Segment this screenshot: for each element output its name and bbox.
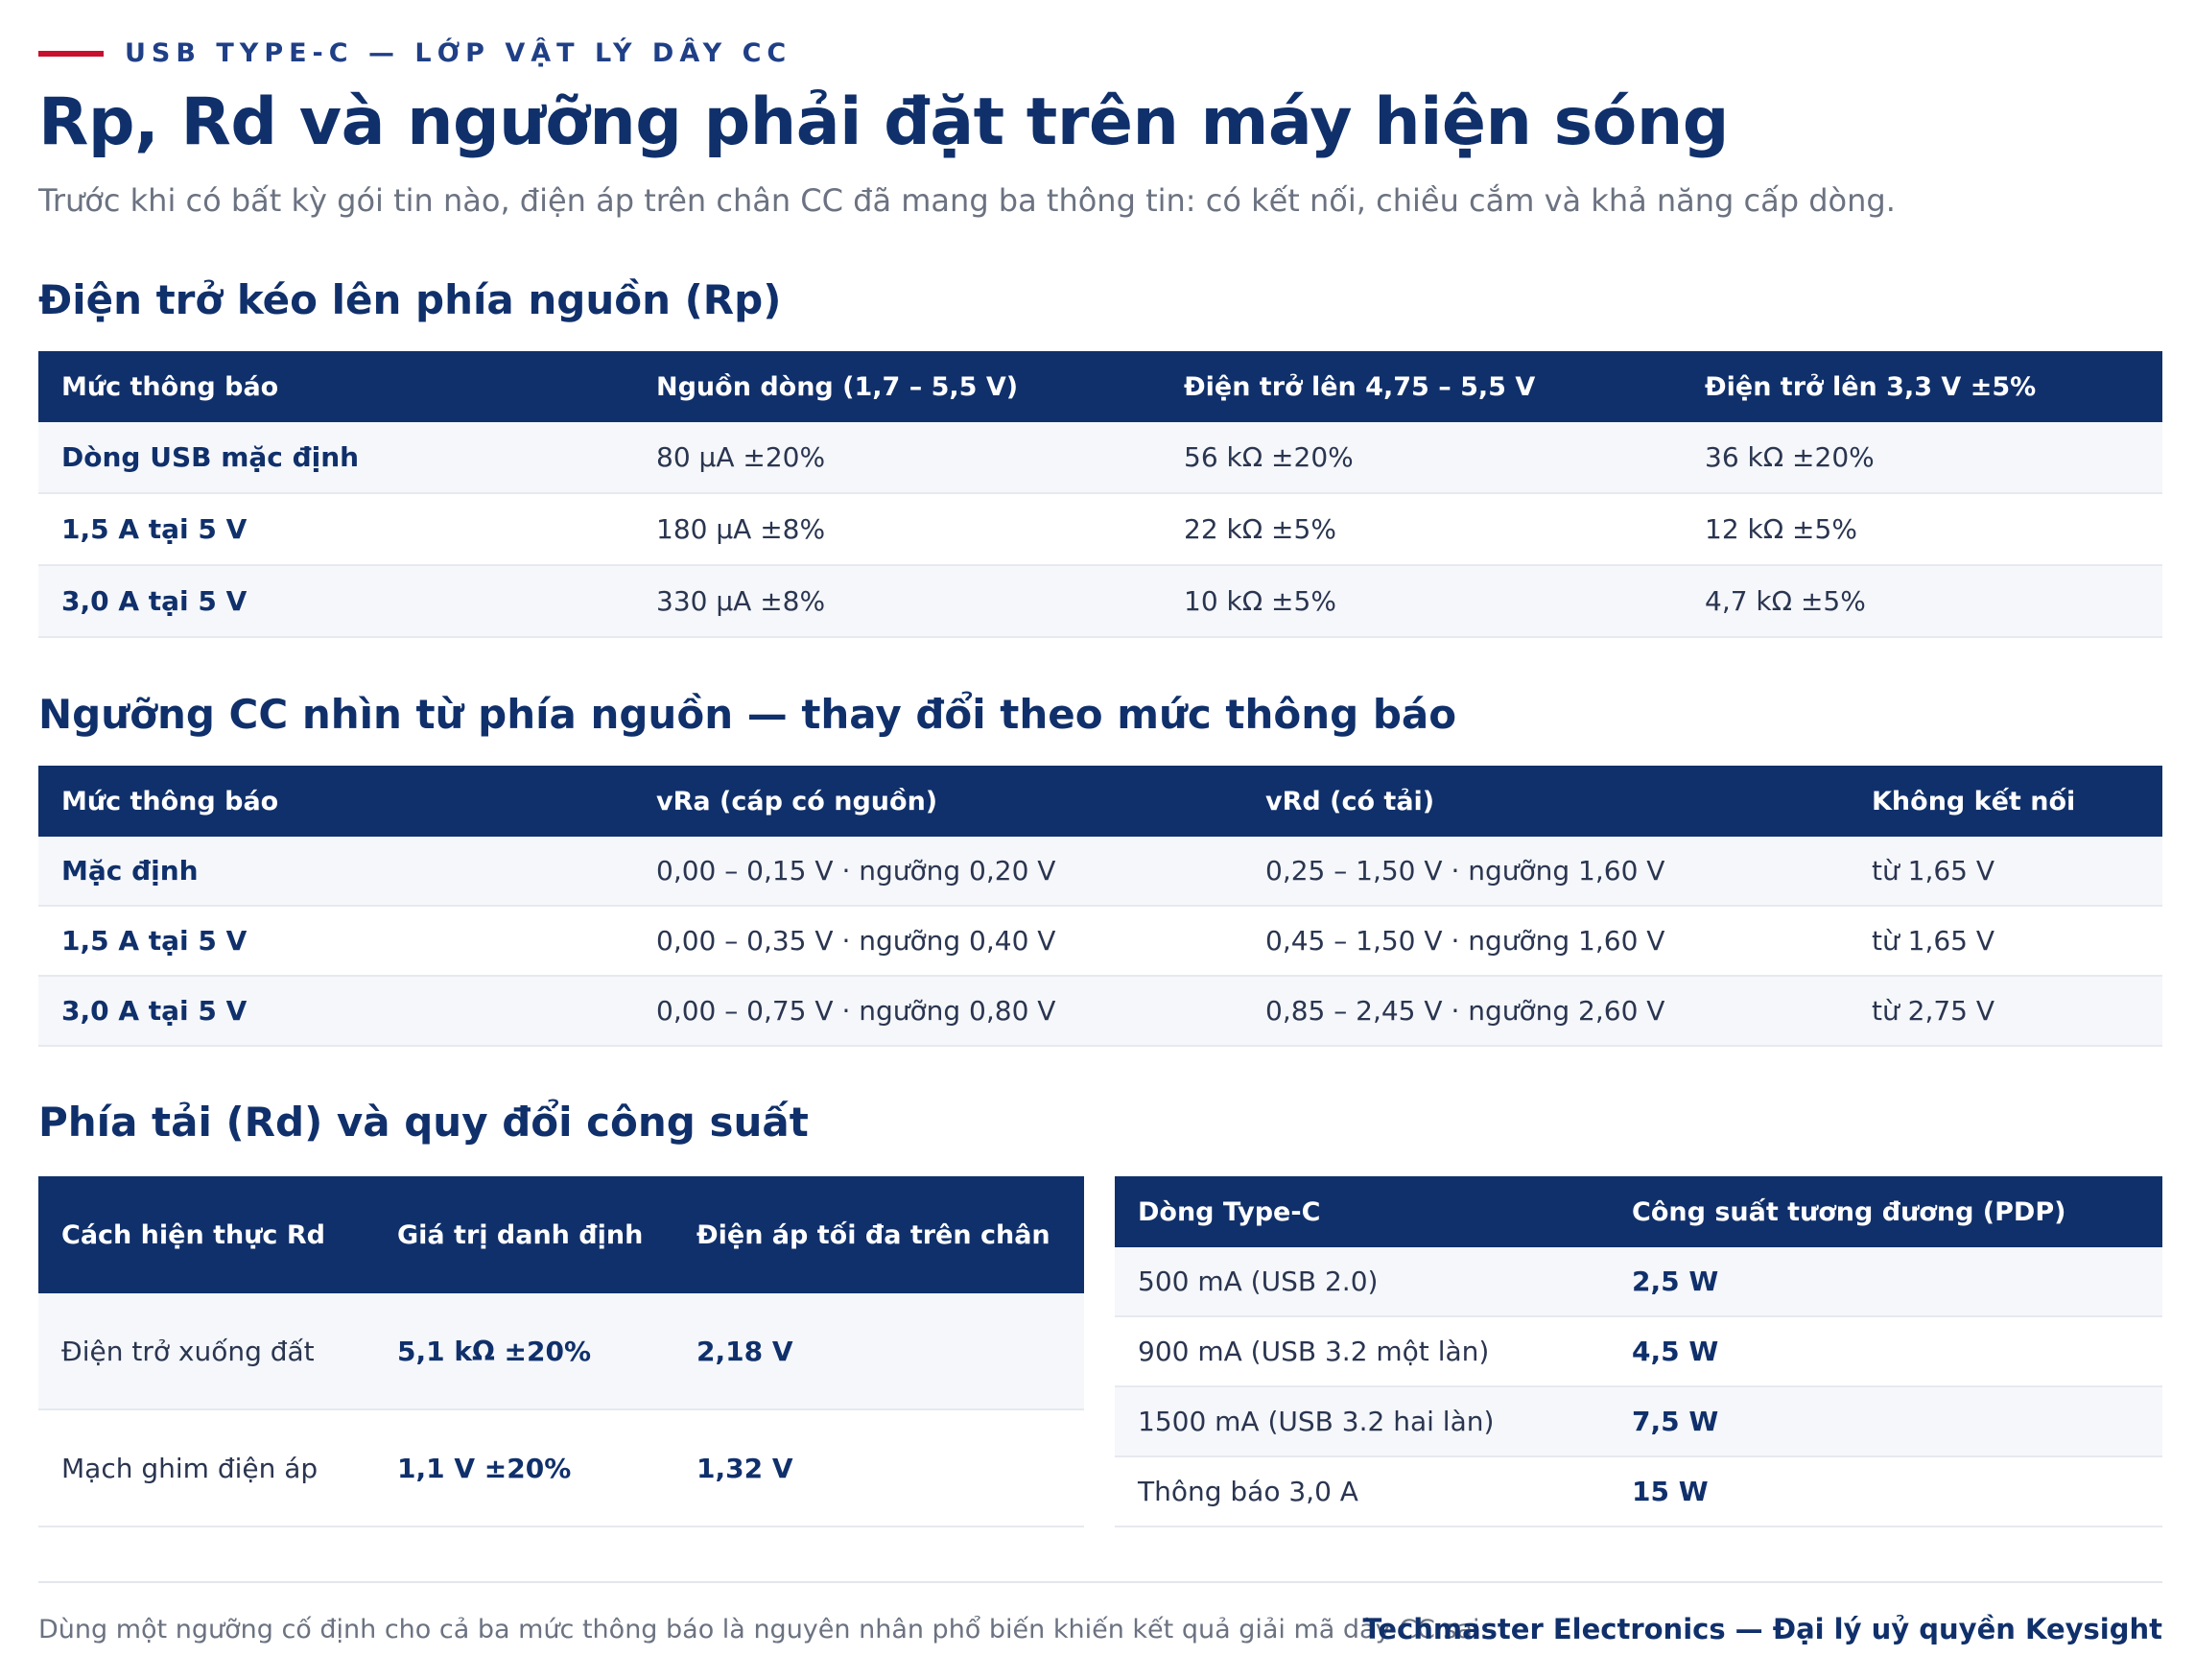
table-cell: 10 kΩ ±5% xyxy=(1161,565,1682,637)
table-cell: 0,00 – 0,75 V · ngưỡng 0,80 V xyxy=(633,976,1242,1046)
section-heading-rp: Điện trở kéo lên phía nguồn (Rp) xyxy=(38,276,782,323)
eyebrow xyxy=(38,38,791,68)
column-header: vRd (có tải) xyxy=(1242,766,1849,837)
eyebrow-label: USB TYPE-C — LỚP VẬT LÝ DÂY CC xyxy=(125,38,792,68)
footer-note: Dùng một ngưỡng cố định cho cả ba mức thông báo là nguyên nhân phổ biến khiến kết quả giải mã dây CC sai. xyxy=(38,1615,1489,1645)
column-header: Mức thông báo xyxy=(38,766,633,837)
rp-table xyxy=(38,351,2162,638)
table-cell: 3,0 A tại 5 V xyxy=(38,976,633,1046)
column-header: Nguồn dòng (1,7 – 5,5 V) xyxy=(633,351,1161,422)
table-cell: 1,1 V ±20% xyxy=(374,1409,673,1526)
table-cell: 900 mA (USB 3.2 một làn) xyxy=(1115,1316,1609,1386)
table-row xyxy=(38,493,2162,565)
column-header: Dòng Type-C xyxy=(1115,1176,1609,1247)
table-cell: 80 µA ±20% xyxy=(633,422,1161,493)
table-row xyxy=(38,1409,1084,1526)
column-header: Không kết nối xyxy=(1849,766,2162,837)
table-row xyxy=(1115,1316,2162,1386)
section-heading-thresholds: Ngưỡng CC nhìn từ phía nguồn — thay đổi theo mức thông báo xyxy=(38,691,1457,738)
footer-divider xyxy=(38,1581,2162,1583)
page-title: Rp, Rd và ngưỡng phải đặt trên máy hiện sóng xyxy=(38,84,1729,160)
table-cell: từ 1,65 V xyxy=(1849,837,2162,906)
table-cell: 3,0 A tại 5 V xyxy=(38,565,633,637)
table-cell: 0,00 – 0,35 V · ngưỡng 0,40 V xyxy=(633,906,1242,976)
table-cell: Dòng USB mặc định xyxy=(38,422,633,493)
table-cell: 2,5 W xyxy=(1609,1247,2162,1316)
table-cell: 0,45 – 1,50 V · ngưỡng 1,60 V xyxy=(1242,906,1849,976)
table-cell: 1500 mA (USB 3.2 hai làn) xyxy=(1115,1386,1609,1456)
threshold-table xyxy=(38,766,2162,1047)
column-header: Điện áp tối đa trên chân xyxy=(673,1176,1084,1293)
column-header: Công suất tương đương (PDP) xyxy=(1609,1176,2162,1247)
table-cell: Mặc định xyxy=(38,837,633,906)
column-header: Cách hiện thực Rd xyxy=(38,1176,374,1293)
table-row xyxy=(1115,1247,2162,1316)
section-heading-rd: Phía tải (Rd) và quy đổi công suất xyxy=(38,1099,809,1146)
table-cell: 0,85 – 2,45 V · ngưỡng 2,60 V xyxy=(1242,976,1849,1046)
table-cell: từ 2,75 V xyxy=(1849,976,2162,1046)
table-header-row xyxy=(1115,1176,2162,1247)
table-cell: 2,18 V xyxy=(673,1293,1084,1409)
table-cell: 22 kΩ ±5% xyxy=(1161,493,1682,565)
column-header: Điện trở lên 4,75 – 5,5 V xyxy=(1161,351,1682,422)
table-cell: 7,5 W xyxy=(1609,1386,2162,1456)
table-cell: 56 kΩ ±20% xyxy=(1161,422,1682,493)
table-cell: Mạch ghim điện áp xyxy=(38,1409,374,1526)
table-row xyxy=(1115,1386,2162,1456)
table-header-row xyxy=(38,766,2162,837)
table-cell: 500 mA (USB 2.0) xyxy=(1115,1247,1609,1316)
table-cell: 0,00 – 0,15 V · ngưỡng 0,20 V xyxy=(633,837,1242,906)
table-cell: 12 kΩ ±5% xyxy=(1682,493,2162,565)
power-table xyxy=(1115,1176,2162,1527)
table-cell: 0,25 – 1,50 V · ngưỡng 1,60 V xyxy=(1242,837,1849,906)
table-cell: 180 µA ±8% xyxy=(633,493,1161,565)
rd-table xyxy=(38,1176,1084,1527)
table-row xyxy=(38,906,2162,976)
accent-bar xyxy=(38,51,104,57)
table-row xyxy=(38,422,2162,493)
column-header: Mức thông báo xyxy=(38,351,633,422)
table-cell: Điện trở xuống đất xyxy=(38,1293,374,1409)
table-row xyxy=(38,565,2162,637)
table-cell: 1,5 A tại 5 V xyxy=(38,906,633,976)
table-cell: từ 1,65 V xyxy=(1849,906,2162,976)
table-header-row xyxy=(38,1176,1084,1293)
table-cell: 5,1 kΩ ±20% xyxy=(374,1293,673,1409)
table-row xyxy=(38,976,2162,1046)
column-header: Điện trở lên 3,3 V ±5% xyxy=(1682,351,2162,422)
table-cell: 36 kΩ ±20% xyxy=(1682,422,2162,493)
table-cell: 1,5 A tại 5 V xyxy=(38,493,633,565)
table-header-row xyxy=(38,351,2162,422)
table-row xyxy=(38,1293,1084,1409)
table-cell: 4,7 kΩ ±5% xyxy=(1682,565,2162,637)
table-cell: Thông báo 3,0 A xyxy=(1115,1456,1609,1526)
table-cell: 4,5 W xyxy=(1609,1316,2162,1386)
page-subtitle: Trước khi có bất kỳ gói tin nào, điện áp trên chân CC đã mang ba thông tin: có kết nối, chiều cắm và khả năng cấp dòng. xyxy=(38,182,1896,219)
column-header: vRa (cáp có nguồn) xyxy=(633,766,1242,837)
column-header: Giá trị danh định xyxy=(374,1176,673,1293)
footer-brand: Techmaster Electronics — Đại lý uỷ quyền Keysight xyxy=(1362,1613,2162,1645)
table-cell: 1,32 V xyxy=(673,1409,1084,1526)
table-cell: 15 W xyxy=(1609,1456,2162,1526)
table-row xyxy=(1115,1456,2162,1526)
table-row xyxy=(38,837,2162,906)
table-cell: 330 µA ±8% xyxy=(633,565,1161,637)
